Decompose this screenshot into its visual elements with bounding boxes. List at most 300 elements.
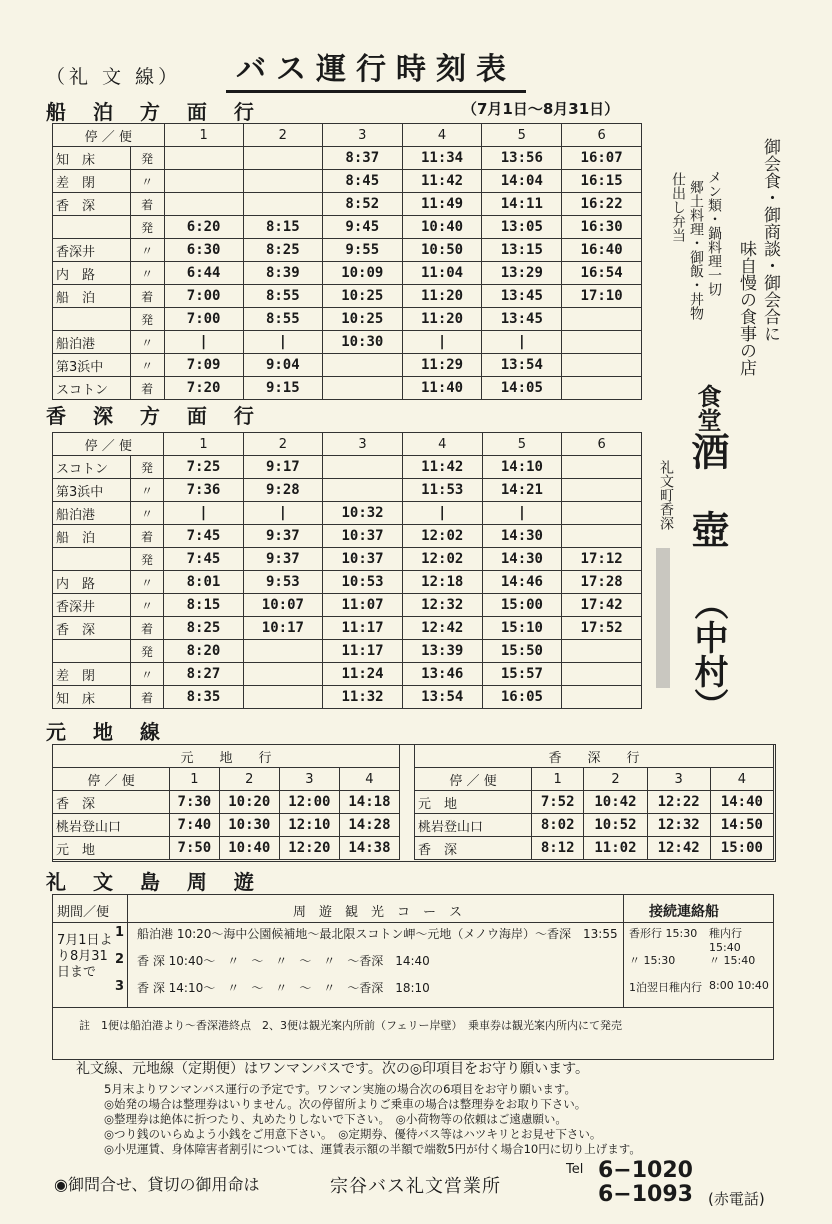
table-row: [53, 640, 642, 663]
time-cell: [562, 308, 642, 331]
stop-name: [53, 640, 131, 663]
time-cell: 8:01: [164, 571, 243, 594]
time-cell: |: [482, 331, 562, 354]
time-cell: 11:34: [402, 147, 482, 170]
time-cell: 7:40: [170, 814, 220, 837]
time-cell: 16:30: [562, 216, 642, 239]
time-cell: 12:18: [402, 571, 482, 594]
time-cell: 17:28: [562, 571, 642, 594]
arr-dep-mark: 着: [130, 686, 164, 709]
time-cell: 16:40: [562, 239, 642, 262]
time-cell: 9:04: [243, 354, 322, 377]
arr-dep-mark: 発: [130, 456, 164, 479]
time-cell: 7:36: [164, 479, 243, 502]
time-cell: 10:20: [219, 791, 279, 814]
time-cell: 13:56: [482, 147, 562, 170]
time-cell: 7:45: [164, 548, 243, 571]
header-cell: 5: [482, 124, 562, 147]
time-cell: 12:10: [279, 814, 339, 837]
time-cell: 9:37: [243, 548, 323, 571]
stop-name: 香 深: [415, 837, 532, 860]
time-cell: [164, 170, 243, 193]
time-cell: [243, 147, 322, 170]
time-cell: 8:02: [532, 814, 584, 837]
period-text: （7月1日〜8月31日）: [462, 100, 620, 118]
header-row: [53, 124, 642, 147]
header-cell: 3: [323, 433, 403, 456]
tour-note: 註 1便は船泊港より〜香深港終点 2、3便は観光案内所前（フェリー岸壁） 乗車券は観光案内所内にて発売: [79, 1019, 622, 1032]
time-cell: 10:25: [322, 285, 402, 308]
stop-name: [53, 548, 131, 571]
motochi-right-table: [414, 744, 774, 860]
time-cell: 10:32: [323, 502, 403, 525]
time-cell: 10:30: [219, 814, 279, 837]
time-cell: 14:05: [482, 377, 562, 400]
time-cell: 7:25: [164, 456, 243, 479]
tour-col-rule-2: [623, 895, 624, 1007]
time-cell: 7:45: [164, 525, 243, 548]
time-cell: 14:11: [482, 193, 562, 216]
time-cell: 12:22: [647, 791, 710, 814]
time-cell: [164, 147, 243, 170]
ad-address: 礼文町香深: [658, 460, 674, 530]
time-cell: 10:25: [322, 308, 402, 331]
table-row: [53, 308, 642, 331]
tour-row-number: 2: [115, 952, 125, 967]
time-cell: 8:12: [532, 837, 584, 860]
table-row: [53, 571, 642, 594]
time-cell: 8:25: [164, 617, 243, 640]
time-cell: 10:53: [323, 571, 403, 594]
arr-dep-mark: 着: [130, 377, 164, 400]
time-cell: 10:09: [322, 262, 402, 285]
time-cell: 10:40: [402, 216, 482, 239]
time-cell: [322, 354, 402, 377]
time-cell: 11:07: [323, 594, 403, 617]
time-cell: 10:07: [243, 594, 323, 617]
time-cell: 9:55: [322, 239, 402, 262]
tour-col-rule-1: [127, 895, 128, 1007]
table-row: [53, 354, 642, 377]
time-cell: [323, 456, 403, 479]
arr-dep-mark: 発: [130, 216, 164, 239]
time-cell: |: [243, 502, 323, 525]
tour-course-head: 周 遊 観 光 コ ー ス: [293, 905, 463, 920]
time-cell: 10:37: [323, 525, 403, 548]
header-cell: 6: [562, 124, 642, 147]
page-title: バス運行時刻表: [226, 44, 526, 93]
table-row: [53, 814, 400, 837]
time-cell: |: [402, 331, 482, 354]
stop-name: 香深井: [53, 594, 131, 617]
time-cell: 17:12: [562, 548, 642, 571]
table-row: [53, 791, 400, 814]
time-cell: 13:45: [482, 308, 562, 331]
address-stamp: [656, 548, 670, 688]
time-cell: 11:24: [323, 663, 403, 686]
time-cell: 13:39: [402, 640, 482, 663]
header-cell: 4: [402, 124, 482, 147]
table-row: [53, 525, 642, 548]
tour-row-number: 3: [115, 979, 125, 994]
time-cell: 13:15: [482, 239, 562, 262]
table-row: [415, 814, 774, 837]
time-cell: 11:04: [402, 262, 482, 285]
table-row: [53, 548, 642, 571]
tel-note: (赤電話): [708, 1190, 765, 1208]
stop-name: 香深井: [53, 239, 131, 262]
stop-name: 内 路: [53, 571, 131, 594]
tour-period: 7月1日より8月31日まで: [57, 933, 113, 980]
time-cell: 6:44: [164, 262, 243, 285]
arr-dep-mark: 〃: [130, 239, 164, 262]
arr-dep-mark: 〃: [130, 170, 164, 193]
header-row: [415, 768, 774, 791]
arr-dep-mark: 発: [130, 147, 164, 170]
header-cell: 4: [402, 433, 482, 456]
time-cell: 11:42: [402, 456, 482, 479]
stop-name: 元 地: [53, 837, 170, 860]
header-row: [53, 433, 642, 456]
table-row: [53, 377, 642, 400]
time-cell: 14:18: [339, 791, 399, 814]
time-cell: 11:17: [323, 617, 403, 640]
header-cell: 1: [164, 433, 243, 456]
tour-connect-head: 接続連絡船: [649, 904, 719, 920]
stop-name: 元 地: [415, 791, 532, 814]
time-cell: [562, 640, 642, 663]
funadomari-table: [52, 123, 642, 400]
time-cell: 8:20: [164, 640, 243, 663]
ad-line2: 味自慢の食事の店: [736, 240, 756, 376]
time-cell: 10:30: [322, 331, 402, 354]
direction-row: [415, 745, 774, 768]
time-cell: 8:52: [322, 193, 402, 216]
arr-dep-mark: 〃: [130, 502, 164, 525]
tour-body-rule: [53, 1007, 773, 1008]
tour-connect-1: 1泊翌日稚内行: [629, 981, 702, 994]
time-cell: [243, 170, 322, 193]
kafuka-table: [52, 432, 642, 709]
header-cell: 停 ／ 便: [53, 433, 164, 456]
time-cell: 7:50: [170, 837, 220, 860]
arr-dep-mark: 〃: [130, 594, 164, 617]
time-cell: |: [402, 502, 482, 525]
tour-row-number: 1: [115, 925, 125, 940]
time-cell: [322, 377, 402, 400]
time-cell: 10:50: [402, 239, 482, 262]
time-cell: 17:10: [562, 285, 642, 308]
header-cell: 2: [243, 433, 323, 456]
arr-dep-mark: 〃: [130, 479, 164, 502]
time-cell: 7:20: [164, 377, 243, 400]
arr-dep-mark: 〃: [130, 354, 164, 377]
stop-name: 船 泊: [53, 285, 131, 308]
time-cell: 10:17: [243, 617, 323, 640]
stop-name: 香 深: [53, 617, 131, 640]
arr-dep-mark: 発: [130, 640, 164, 663]
ad-line4: 郷土料理・御飯・丼物: [688, 180, 704, 320]
time-cell: 15:10: [482, 617, 562, 640]
table-row: [53, 479, 642, 502]
time-cell: [562, 525, 642, 548]
time-cell: 9:15: [243, 377, 322, 400]
tour-box: [52, 894, 774, 1060]
time-cell: 12:20: [279, 837, 339, 860]
time-cell: 7:09: [164, 354, 243, 377]
table-row: [415, 791, 774, 814]
time-cell: 13:45: [482, 285, 562, 308]
time-cell: 7:00: [164, 285, 243, 308]
time-cell: 11:29: [402, 354, 482, 377]
arr-dep-mark: 〃: [130, 331, 164, 354]
time-cell: 14:10: [482, 456, 562, 479]
time-cell: 14:30: [482, 548, 562, 571]
stop-name: 香 深: [53, 193, 131, 216]
time-cell: 13:54: [482, 354, 562, 377]
time-cell: |: [243, 331, 322, 354]
funadomari-title: 船 泊 方 面 行: [46, 100, 264, 124]
stop-name: 船 泊: [53, 525, 131, 548]
time-cell: 14:38: [339, 837, 399, 860]
table-row: [53, 331, 642, 354]
time-cell: 17:52: [562, 617, 642, 640]
table-row: [53, 594, 642, 617]
time-cell: 16:15: [562, 170, 642, 193]
line-name: （礼 文 線）: [46, 66, 182, 88]
tour-course: 香 深 10:40〜 〃 〜 〃 〜 〃 〜香深 14:40: [137, 954, 430, 968]
time-cell: 9:53: [243, 571, 323, 594]
time-cell: 8:55: [243, 308, 322, 331]
notice-items: [104, 1082, 641, 1157]
time-cell: 11:32: [323, 686, 403, 709]
time-cell: 9:37: [243, 525, 323, 548]
time-cell: [562, 456, 642, 479]
owner-name: （中村）: [688, 586, 728, 722]
tour-connect-2: 稚内行 15:40: [709, 927, 742, 954]
time-cell: 8:27: [164, 663, 243, 686]
time-cell: 8:45: [322, 170, 402, 193]
time-cell: |: [482, 502, 562, 525]
time-cell: 14:46: [482, 571, 562, 594]
time-cell: [323, 479, 403, 502]
table-row: [53, 502, 642, 525]
table-row: [53, 285, 642, 308]
header-cell: 6: [562, 433, 642, 456]
time-cell: 11:02: [584, 837, 647, 860]
time-cell: 14:30: [482, 525, 562, 548]
time-cell: 12:42: [402, 617, 482, 640]
stop-name: スコトン: [53, 377, 131, 400]
table-row: [53, 216, 642, 239]
tour-connect-2: 8:00 10:40: [709, 979, 769, 992]
notice-item: 5月末よりワンマンバス運行の予定です。ワンマン実施の場合次の6項目をお守り願います。: [104, 1082, 576, 1096]
time-cell: 16:22: [562, 193, 642, 216]
time-cell: 6:30: [164, 239, 243, 262]
stop-name: 桃岩登山口: [415, 814, 532, 837]
time-cell: 7:52: [532, 791, 584, 814]
shop-type: 食堂: [693, 384, 721, 432]
stop-name: [53, 216, 131, 239]
header-cell: 停 ／ 便: [53, 124, 165, 147]
time-cell: 9:45: [322, 216, 402, 239]
shop-name: 酒壺: [685, 432, 729, 588]
time-cell: 15:50: [482, 640, 562, 663]
stop-name: スコトン: [53, 456, 131, 479]
stop-name: [53, 308, 131, 331]
time-cell: 11:42: [402, 170, 482, 193]
time-cell: 11:20: [402, 308, 482, 331]
header-row: [53, 768, 400, 791]
arr-dep-mark: 〃: [130, 262, 164, 285]
stop-name: 桃岩登山口: [53, 814, 170, 837]
time-cell: 11:40: [402, 377, 482, 400]
stop-name: 第3浜中: [53, 354, 131, 377]
stop-name: 内 路: [53, 262, 131, 285]
notice-item: ◎始発の場合は整理券はいりません。次の停留所よりご乗車の場合は整理券をお取り下さい。: [104, 1097, 587, 1111]
time-cell: 11:20: [402, 285, 482, 308]
time-cell: |: [164, 502, 243, 525]
time-cell: 14:40: [710, 791, 773, 814]
notice-main: 礼文線、元地線（定期便）はワンマンバスです。次の◎印項目をお守り願います。: [76, 1061, 589, 1077]
time-cell: 9:17: [243, 456, 323, 479]
time-cell: 13:46: [402, 663, 482, 686]
notice-item: ◎小児運賃、身体障害者割引については、運賃表示額の半額で端数5円が付く場合10円に切り上げます。: [104, 1142, 641, 1156]
notice-item: ◎整理券は絶体に折つたり、丸めたりしないで下さい。 ◎小荷物等の依頼はご遠慮願い。: [104, 1112, 567, 1126]
arr-dep-mark: 着: [130, 525, 164, 548]
arr-dep-mark: 着: [130, 617, 164, 640]
direction-row: [53, 745, 400, 768]
time-cell: 16:07: [562, 147, 642, 170]
time-cell: 8:39: [243, 262, 322, 285]
time-cell: 12:00: [279, 791, 339, 814]
header-cell: 停 ／ 便: [415, 768, 532, 791]
direction-title: 香 深 行: [415, 745, 774, 768]
tel-number-1: 6−1020: [598, 1158, 693, 1183]
time-cell: [243, 193, 322, 216]
header-cell: 3: [279, 768, 339, 791]
arr-dep-mark: 着: [130, 193, 164, 216]
ad-line3: メン類・鍋料理一切: [706, 170, 722, 296]
header-cell: 1: [164, 124, 243, 147]
time-cell: 12:32: [402, 594, 482, 617]
notice-item: ◎つり銭のいらぬよう小銭をご用意下さい。 ◎定期券、優待バス等はハツキリとお見せ下さい。: [104, 1127, 602, 1141]
time-cell: 6:20: [164, 216, 243, 239]
stop-name: 差 閉: [53, 663, 131, 686]
time-cell: [243, 686, 323, 709]
tour-connect-1: 香形行 15:30: [629, 927, 698, 940]
time-cell: [562, 354, 642, 377]
time-cell: 14:21: [482, 479, 562, 502]
tour-course: 香 深 14:10〜 〃 〜 〃 〜 〃 〜香深 18:10: [137, 981, 430, 995]
time-cell: [164, 193, 243, 216]
time-cell: 17:42: [562, 594, 642, 617]
arr-dep-mark: 〃: [130, 663, 164, 686]
kafuka-title: 香 深 方 面 行: [46, 404, 264, 428]
stop-name: 知 床: [53, 147, 131, 170]
time-cell: 13:05: [482, 216, 562, 239]
stop-name: 香 深: [53, 791, 170, 814]
time-cell: 12:02: [402, 525, 482, 548]
tour-period-head: 期間／便: [57, 905, 110, 920]
tel-number-2: 6−1093: [598, 1182, 693, 1207]
time-cell: 11:49: [402, 193, 482, 216]
tour-course: 船泊港 10:20〜海中公園候補地〜最北限スコトン岬〜元地（メノウ海岸）〜香深 13:55: [137, 927, 618, 941]
company-name: 宗谷バス礼文営業所: [330, 1176, 501, 1197]
header-cell: 4: [710, 768, 773, 791]
table-row: [415, 837, 774, 860]
time-cell: 11:53: [402, 479, 482, 502]
stop-name: 知 床: [53, 686, 131, 709]
arr-dep-mark: 発: [130, 308, 164, 331]
time-cell: [562, 479, 642, 502]
time-cell: 14:04: [482, 170, 562, 193]
table-row: [53, 837, 400, 860]
time-cell: 8:15: [164, 594, 243, 617]
tel-label: Tel: [566, 1162, 584, 1177]
motochi-title: 元 地 線: [46, 720, 170, 744]
stop-name: 第3浜中: [53, 479, 131, 502]
time-cell: 13:54: [402, 686, 482, 709]
direction-title: 元 地 行: [53, 745, 400, 768]
time-cell: 7:00: [164, 308, 243, 331]
time-cell: 10:42: [584, 791, 647, 814]
stop-name: 船泊港: [53, 331, 131, 354]
table-row: [53, 262, 642, 285]
header-cell: 4: [339, 768, 399, 791]
time-cell: 8:35: [164, 686, 243, 709]
time-cell: [562, 331, 642, 354]
time-cell: 8:15: [243, 216, 322, 239]
time-cell: [562, 686, 642, 709]
time-cell: 8:25: [243, 239, 322, 262]
header-cell: 2: [219, 768, 279, 791]
time-cell: 8:55: [243, 285, 322, 308]
header-cell: 2: [584, 768, 647, 791]
header-cell: 2: [243, 124, 322, 147]
time-cell: 12:32: [647, 814, 710, 837]
time-cell: 15:00: [482, 594, 562, 617]
header-cell: 停 ／ 便: [53, 768, 170, 791]
time-cell: 15:57: [482, 663, 562, 686]
table-row: [53, 686, 642, 709]
time-cell: 15:00: [710, 837, 773, 860]
table-row: [53, 617, 642, 640]
time-cell: 10:40: [219, 837, 279, 860]
time-cell: [562, 377, 642, 400]
time-cell: |: [164, 331, 243, 354]
header-cell: 3: [322, 124, 402, 147]
time-cell: 9:28: [243, 479, 323, 502]
time-cell: [562, 502, 642, 525]
table-row: [53, 456, 642, 479]
table-row: [53, 193, 642, 216]
table-row: [53, 239, 642, 262]
time-cell: 13:29: [482, 262, 562, 285]
table-row: [53, 147, 642, 170]
header-cell: 1: [170, 768, 220, 791]
tour-head-rule: [53, 922, 773, 923]
time-cell: [243, 663, 323, 686]
time-cell: 10:52: [584, 814, 647, 837]
time-cell: [562, 663, 642, 686]
arr-dep-mark: 〃: [130, 571, 164, 594]
inquiry-text: ◉御問合せ、貸切の御用命は: [54, 1175, 260, 1194]
time-cell: 14:28: [339, 814, 399, 837]
time-cell: 16:54: [562, 262, 642, 285]
arr-dep-mark: 着: [130, 285, 164, 308]
header-cell: 3: [647, 768, 710, 791]
